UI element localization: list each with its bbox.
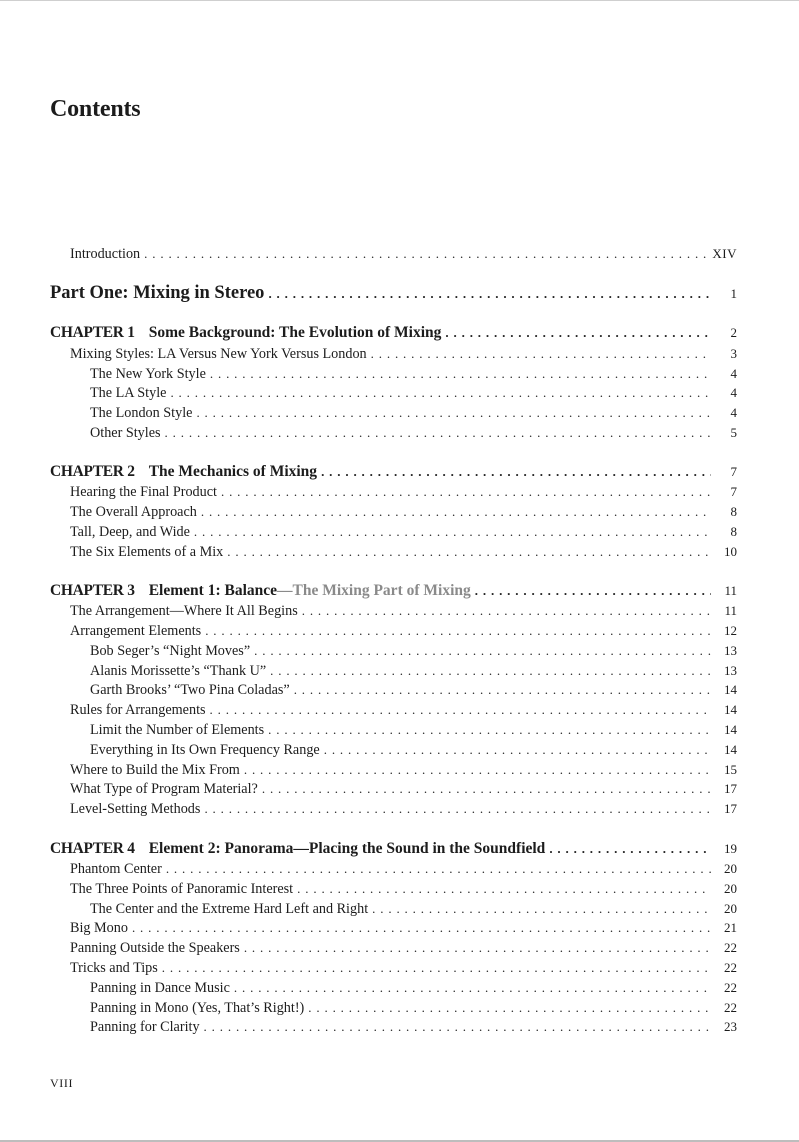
toc-entry-label: Phantom Center bbox=[70, 861, 162, 877]
toc-entry[interactable] bbox=[70, 919, 737, 937]
toc-page-number: 22 bbox=[724, 980, 737, 995]
toc-page-number: XIV bbox=[712, 246, 737, 261]
toc-page-number: 20 bbox=[724, 881, 737, 896]
toc-page-number: 4 bbox=[730, 405, 737, 420]
dot-leader bbox=[204, 800, 711, 818]
dot-leader bbox=[165, 424, 711, 442]
toc-entry[interactable] bbox=[70, 543, 737, 561]
toc-entry[interactable] bbox=[90, 900, 737, 918]
toc-page-number: 10 bbox=[724, 544, 737, 559]
dot-leader bbox=[244, 761, 711, 779]
dot-leader bbox=[221, 483, 711, 501]
chapter-title-faded: —The Mixing Part of Mixing bbox=[277, 582, 471, 599]
dot-leader bbox=[254, 642, 711, 660]
dot-leader bbox=[205, 622, 711, 640]
toc-page-number: 4 bbox=[730, 366, 737, 381]
toc-page-number: 2 bbox=[730, 325, 737, 340]
dot-leader bbox=[297, 880, 711, 898]
toc-page-number: 22 bbox=[724, 940, 737, 955]
toc-page-number: 17 bbox=[724, 801, 737, 816]
toc-entry[interactable] bbox=[90, 662, 737, 680]
toc-entry[interactable] bbox=[90, 999, 737, 1017]
dot-leader bbox=[144, 245, 706, 263]
toc-page-number: 15 bbox=[724, 762, 737, 777]
toc-page-number: 1 bbox=[730, 286, 737, 301]
chapter-title: Element 1: Balance bbox=[148, 582, 278, 599]
toc-page-number: 7 bbox=[730, 484, 737, 499]
toc-entry-label: Limit the Number of Elements bbox=[90, 722, 265, 738]
toc-entry[interactable] bbox=[70, 701, 737, 719]
toc-page-number: 20 bbox=[724, 901, 737, 916]
toc-entry-label: Mixing Styles: LA Versus New York Versus London bbox=[70, 346, 367, 362]
toc-entry-label: The London Style bbox=[90, 405, 193, 421]
toc-entry-label: The Arrangement—Where It All Begins bbox=[70, 603, 298, 619]
toc-page-number: 8 bbox=[730, 524, 737, 539]
toc-entry[interactable] bbox=[90, 741, 737, 759]
chapter-number: CHAPTER 1 bbox=[50, 324, 135, 341]
toc-entry[interactable] bbox=[90, 1018, 737, 1036]
toc-entry-label: Bob Seger’s “Night Moves” bbox=[90, 643, 251, 659]
toc-entry-label: The Three Points of Panoramic Interest bbox=[70, 881, 294, 897]
toc-page-number: 19 bbox=[724, 841, 737, 856]
dot-leader bbox=[194, 523, 711, 541]
toc-page-number: 12 bbox=[724, 623, 737, 638]
chapter-heading bbox=[50, 462, 321, 482]
toc-entry[interactable] bbox=[70, 880, 737, 898]
toc-entry-label: Arrangement Elements bbox=[70, 623, 202, 639]
toc-page-number: 11 bbox=[724, 583, 737, 598]
chapter-heading bbox=[50, 323, 445, 343]
dot-leader bbox=[268, 283, 711, 305]
toc-entry[interactable] bbox=[90, 365, 737, 383]
toc-page-number: 4 bbox=[730, 385, 737, 400]
toc-entry[interactable] bbox=[70, 780, 737, 798]
toc-entry[interactable] bbox=[90, 721, 737, 739]
dot-leader bbox=[372, 900, 711, 918]
toc-chapter-4[interactable] bbox=[50, 839, 737, 859]
toc-entry-label: Tricks and Tips bbox=[70, 960, 158, 976]
toc-entry[interactable] bbox=[90, 642, 737, 660]
toc-entry-label: Panning for Clarity bbox=[90, 1019, 200, 1035]
toc-page-number: 22 bbox=[724, 960, 737, 975]
dot-leader bbox=[201, 503, 711, 521]
toc-page-number: 7 bbox=[730, 464, 737, 479]
dot-leader bbox=[371, 345, 711, 363]
chapter-title: Element 2: Panorama—Placing the Sound in the Soundfield bbox=[148, 840, 546, 857]
dot-leader bbox=[475, 581, 711, 601]
toc-page-number: 13 bbox=[724, 643, 737, 658]
toc-entry-label: The Center and the Extreme Hard Left and Right bbox=[90, 901, 369, 917]
toc-entry[interactable] bbox=[90, 681, 737, 699]
toc-entry[interactable] bbox=[70, 483, 737, 501]
toc-entry-label: Rules for Arrangements bbox=[70, 702, 206, 718]
toc-page-number: 20 bbox=[724, 861, 737, 876]
toc-chapter-1[interactable] bbox=[50, 323, 737, 343]
dot-leader bbox=[170, 384, 711, 402]
dot-leader bbox=[132, 919, 711, 937]
toc-chapter-2[interactable] bbox=[50, 462, 737, 482]
page-folio-number: VIII bbox=[50, 1076, 74, 1090]
toc-entry-label: Other Styles bbox=[90, 425, 161, 441]
dot-leader bbox=[244, 939, 711, 957]
toc-entry[interactable] bbox=[70, 860, 737, 878]
toc-entry-label: The Overall Approach bbox=[70, 504, 197, 520]
toc-entry[interactable] bbox=[70, 959, 737, 977]
toc-entry[interactable] bbox=[90, 404, 737, 422]
toc-page-number: 23 bbox=[724, 1019, 737, 1034]
toc-entry-label: Alanis Morissette’s “Thank U” bbox=[90, 663, 267, 679]
toc-entry-label: Tall, Deep, and Wide bbox=[70, 524, 190, 540]
dot-leader bbox=[262, 780, 711, 798]
toc-entry-label: Hearing the Final Product bbox=[70, 484, 217, 500]
toc-entry-label: Panning Outside the Speakers bbox=[70, 940, 240, 956]
toc-entry-label: Everything in Its Own Frequency Range bbox=[90, 742, 320, 758]
page-top-border bbox=[0, 0, 799, 1]
toc-entry-introduction[interactable] bbox=[70, 245, 737, 263]
dot-leader bbox=[549, 839, 711, 859]
part-title: Part One: Mixing in Stereo bbox=[50, 283, 265, 303]
toc-entry[interactable] bbox=[70, 622, 737, 640]
toc-page-number: 22 bbox=[724, 1000, 737, 1015]
toc-entry[interactable] bbox=[90, 979, 737, 997]
page-title: Contents bbox=[50, 96, 141, 122]
dot-leader bbox=[210, 701, 711, 719]
toc-page-number: 14 bbox=[724, 742, 737, 757]
dot-leader bbox=[227, 543, 711, 561]
dot-leader bbox=[162, 959, 711, 977]
toc-page-number: 17 bbox=[724, 781, 737, 796]
toc-entry[interactable] bbox=[90, 424, 737, 442]
dot-leader bbox=[270, 662, 711, 680]
toc-entry[interactable] bbox=[70, 503, 737, 521]
chapter-heading bbox=[50, 839, 549, 859]
chapter-heading bbox=[50, 581, 475, 601]
toc-entry-label: The LA Style bbox=[90, 385, 167, 401]
toc-entry-label: Panning in Mono (Yes, That’s Right!) bbox=[90, 1000, 305, 1016]
toc-page-number: 21 bbox=[724, 920, 737, 935]
toc-entry-label: Where to Build the Mix From bbox=[70, 762, 240, 778]
toc-page-number: 8 bbox=[730, 504, 737, 519]
chapter-title: The Mechanics of Mixing bbox=[148, 463, 318, 480]
toc-page-number: 11 bbox=[724, 603, 737, 618]
dot-leader bbox=[294, 681, 711, 699]
toc-entry-label: The New York Style bbox=[90, 366, 206, 382]
toc-chapter-3[interactable] bbox=[50, 581, 737, 601]
dot-leader bbox=[321, 462, 711, 482]
dot-leader bbox=[166, 860, 711, 878]
dot-leader bbox=[204, 1018, 711, 1036]
toc-page-number: 13 bbox=[724, 663, 737, 678]
dot-leader bbox=[324, 741, 711, 759]
toc-entry[interactable] bbox=[70, 345, 737, 363]
toc-entry-label: Garth Brooks’ “Two Pina Coladas” bbox=[90, 682, 290, 698]
toc-entry-label: What Type of Program Material? bbox=[70, 781, 258, 797]
dot-leader bbox=[196, 404, 711, 422]
toc-entry[interactable] bbox=[90, 384, 737, 402]
dot-leader bbox=[234, 979, 711, 997]
toc-page-number: 3 bbox=[730, 346, 737, 361]
toc-entry[interactable] bbox=[70, 602, 737, 620]
toc-page-number: 14 bbox=[724, 702, 737, 717]
toc-part-heading[interactable] bbox=[50, 282, 737, 305]
toc-entry-label: Level-Setting Methods bbox=[70, 801, 201, 817]
toc-entry-label: Big Mono bbox=[70, 920, 128, 936]
dot-leader bbox=[268, 721, 711, 739]
toc-entry[interactable] bbox=[70, 800, 737, 818]
chapter-number: CHAPTER 4 bbox=[50, 840, 135, 857]
toc-page-number: 14 bbox=[724, 722, 737, 737]
chapter-number: CHAPTER 3 bbox=[50, 582, 135, 599]
toc-entry[interactable] bbox=[70, 761, 737, 779]
toc-entry-label: The Six Elements of a Mix bbox=[70, 544, 224, 560]
toc-page-number: 14 bbox=[724, 682, 737, 697]
dot-leader bbox=[308, 999, 711, 1017]
dot-leader bbox=[210, 365, 711, 383]
chapter-title: Some Background: The Evolution of Mixing bbox=[148, 324, 442, 341]
dot-leader bbox=[445, 323, 711, 343]
dot-leader bbox=[302, 602, 711, 620]
toc-entry-label: Panning in Dance Music bbox=[90, 980, 230, 996]
toc-page-number: 5 bbox=[730, 425, 737, 440]
toc-entry[interactable] bbox=[70, 523, 737, 541]
toc-entry-label: Introduction bbox=[70, 246, 141, 262]
toc-entry[interactable] bbox=[70, 939, 737, 957]
chapter-number: CHAPTER 2 bbox=[50, 463, 135, 480]
